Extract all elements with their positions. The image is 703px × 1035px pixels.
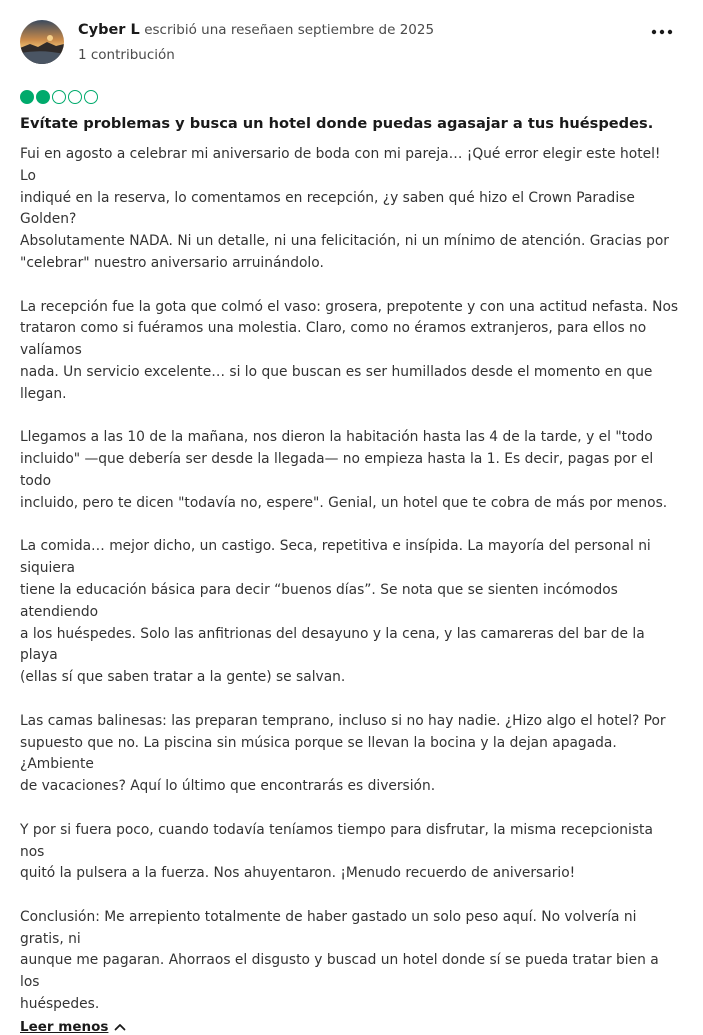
avatar-image [20, 20, 64, 64]
rating-bubble-empty [84, 90, 98, 104]
avatar[interactable] [20, 20, 64, 64]
read-less-button[interactable] [20, 1019, 126, 1035]
rating-bubble-filled [36, 90, 50, 104]
author-line [78, 22, 434, 38]
review-paragraph: Conclusión: Me arrepiento totalmente de haber gastado un solo peso aquí. No volvería ni gratis, ni aunque me pagaran. Ahorraos el disgusto y buscad un hotel donde sí se pueda tratar bien a los huéspedes. [20, 908, 659, 1013]
rating-bubble-empty [52, 90, 66, 104]
contribution-count: 1 contribución [78, 47, 175, 63]
review-paragraph: La recepción fue la gota que colmó el vaso: grosera, prepotente y con una actitud nefasta. Nos trataron como si fuéramos una molestia. Claro, como no éramos extranjeros, para ellos no valíamos nada. Un servicio excelente… si lo que buscan es ser humillados desde el momento en que llegan. [20, 298, 679, 402]
read-less-label: Leer menos [20, 1018, 109, 1035]
chevron-up-icon [114, 1021, 126, 1033]
review-paragraph: Fui en agosto a celebrar mi aniversario de boda con mi pareja… ¡Qué error elegir este hotel! Lo indiqué en la reserva, lo comentamos en recepción, ¿y saben qué hizo el Crown Paradise Golden? Absolutamente NADA. Ni un detalle, ni una felicitación, ni un mínimo de atención. Gracias por "celebrar" nuestro aniversario arruinándolo. [20, 146, 669, 271]
rating-bubble-empty [68, 90, 82, 104]
review-paragraph: Y por si fuera poco, cuando todavía teníamos tiempo para disfrutar, la misma recepcionista nos quitó la pulsera a la fuerza. Nos ahuyentaron. ¡Menudo recuerdo de aniversario! [20, 821, 653, 882]
review-title[interactable]: Evítate problemas y busca un hotel donde puedas agasajar a tus huéspedes. [20, 115, 654, 132]
review-card [20, 0, 680, 1035]
review-paragraph: Llegamos a las 10 de la mañana, nos dieron la habitación hasta las 4 de la tarde, y el "todo incluido" —que debería ser desde la llegada— no empieza hasta la 1. Es decir, pagas por el todo incluido, pero te dicen "todavía no, espere". Genial, un hotel que te cobra de más por menos. [20, 429, 668, 511]
rating-bubbles [20, 90, 680, 106]
review-date-text: escribió una reseñaen septiembre de 2025 [144, 22, 435, 38]
author-name[interactable]: Cyber L [78, 22, 140, 38]
review-header [20, 0, 680, 80]
more-options-button[interactable] [650, 22, 674, 42]
three-dots-icon [650, 22, 674, 42]
rating-bubble-filled [20, 90, 34, 104]
review-paragraph: La comida… mejor dicho, un castigo. Seca, repetitiva e insípida. La mayoría del personal ni siquiera tiene la educación básica para decir “buenos días”. Se nota que se sienten incómodos atendiendo a los huéspedes. Solo las anfitrionas del desayuno y la cena, y las camareras del bar de la playa (ellas sí que saben tratar a la gente) se salvan. [20, 538, 651, 686]
review-paragraph: Las camas balinesas: las preparan temprano, incluso si no hay nadie. ¿Hizo algo el hotel? Por supuesto que no. La piscina sin música porque se llevan la bocina y la dejan apagada. ¿Ambiente de vacaciones? Aquí lo último que encontrarás es diversión. [20, 712, 666, 795]
review-body [20, 144, 680, 1016]
